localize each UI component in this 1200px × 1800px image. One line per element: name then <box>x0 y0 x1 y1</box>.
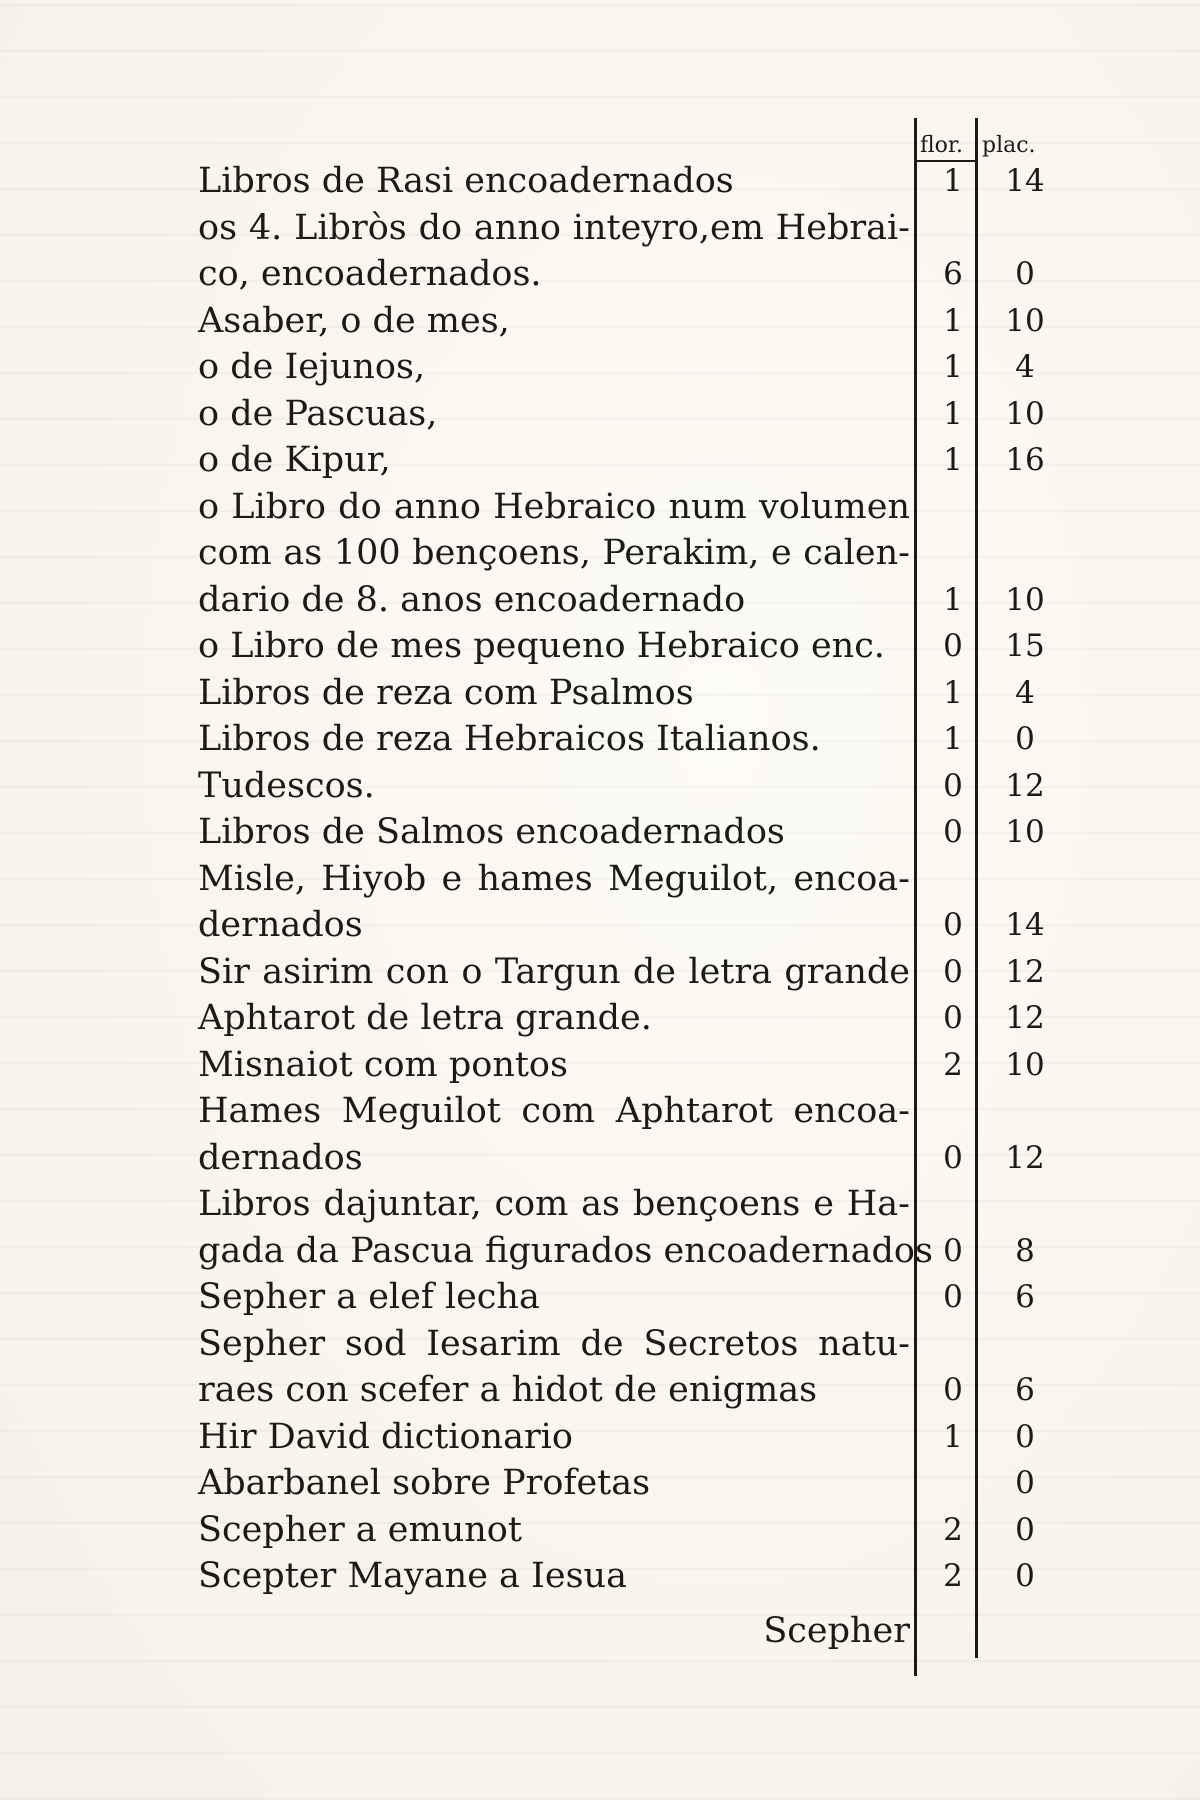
entry-text: Sepher sod Iesarim de Secretos natu- <box>198 1323 910 1364</box>
entry-flor: 1 <box>943 721 963 757</box>
entry-text: dario de 8. anos encoadernado <box>198 579 746 620</box>
entry-plac <box>990 530 1060 577</box>
entry-plac: 0 <box>1015 1511 1035 1548</box>
entry-plac: 10 <box>1005 814 1045 850</box>
entry-plac: 10 <box>1005 302 1045 339</box>
entry-flor: 0 <box>943 1139 963 1176</box>
entry-text: o de Pascuas, <box>198 393 438 434</box>
entry-plac: 10 <box>1005 395 1045 432</box>
entry-plac: 10 <box>1005 581 1045 618</box>
entry-flor: 2 <box>943 1511 963 1548</box>
entry-plac: 8 <box>1015 1232 1035 1269</box>
entry-plac <box>990 1321 1060 1368</box>
entry-text: Scepher a emunot <box>198 1509 522 1550</box>
entry-flor: 0 <box>943 1372 963 1408</box>
entry-flor: 0 <box>943 628 963 664</box>
entry-text: Tudescos. <box>198 765 375 806</box>
entry-text: Misnaiot com pontos <box>198 1044 568 1085</box>
entry-plac: 6 <box>1015 1372 1035 1408</box>
entry-flor <box>930 530 976 577</box>
entry-text: Hir David dictionario <box>198 1416 573 1457</box>
entry-flor: 0 <box>943 1232 963 1269</box>
entry-text: Sepher a elef lecha <box>198 1277 540 1317</box>
entry-flor <box>930 1088 976 1135</box>
entry-flor: 0 <box>943 1000 963 1036</box>
column-header-plac: plac. <box>982 133 1036 158</box>
entry-flor <box>930 484 976 531</box>
entry-plac: 14 <box>1005 907 1045 943</box>
entry-flor: 1 <box>943 163 963 199</box>
entry-text: Libros de Rasi encoadernados <box>198 161 734 201</box>
entry-plac: 4 <box>1015 349 1035 385</box>
entry-flor: 0 <box>943 907 963 943</box>
column-header-flor: flor. <box>920 133 964 158</box>
entry-flor: 1 <box>943 395 963 432</box>
entry-text: co, encoadernados. <box>198 254 542 294</box>
entry-plac: 0 <box>1015 1465 1035 1501</box>
entry-flor: 1 <box>943 442 963 478</box>
entry-plac: 12 <box>1005 767 1045 804</box>
entry-plac: 4 <box>1015 674 1035 711</box>
entry-flor <box>930 1181 976 1228</box>
entry-text: os 4. Libròs do anno inteyro,em Hebrai- <box>198 207 910 248</box>
entry-plac <box>990 205 1060 252</box>
entry-plac: 12 <box>1005 1000 1045 1036</box>
entry-plac <box>990 856 1060 903</box>
entry-plac: 12 <box>1005 1139 1045 1176</box>
entry-flor: 2 <box>943 1558 963 1594</box>
entry-plac <box>990 1088 1060 1135</box>
entry-plac: 0 <box>1015 721 1035 757</box>
entry-text: o Libro de mes pequeno Hebraico enc. <box>198 626 885 666</box>
entry-text: Aphtarot de letra grande. <box>198 998 652 1038</box>
entry-flor: 0 <box>943 953 963 990</box>
entry-text: Scepter Mayane a Iesua <box>198 1556 627 1596</box>
entry-plac: 10 <box>1005 1046 1045 1083</box>
entry-text: Libros de reza Hebraicos Italianos. <box>198 719 821 759</box>
entry-text: Abarbanel sobre Profetas <box>198 1463 651 1503</box>
entry-text: Libros de Salmos encoadernados <box>198 812 785 852</box>
entry-plac: 0 <box>1015 1418 1035 1455</box>
entry-plac: 6 <box>1015 1279 1035 1315</box>
entry-flor: 0 <box>943 814 963 850</box>
entry-flor: 0 <box>943 1279 963 1315</box>
entry-plac <box>990 484 1060 531</box>
entry-text: gada da Pascua figurados encoadernados <box>198 1230 933 1271</box>
entry-text: Hames Meguilot com Aphtarot encoa- <box>198 1091 910 1131</box>
entry-text: raes con scefer a hidot de enigmas <box>198 1370 818 1410</box>
entry-text: Misle, Hiyob e hames Meguilot, encoa- <box>198 858 910 899</box>
entry-flor <box>930 856 976 903</box>
entry-text: Libros de reza com Psalmos <box>198 672 694 713</box>
entry-plac: 0 <box>1015 256 1035 292</box>
entry-text: o de Kipur, <box>198 440 391 480</box>
entry-flor <box>930 1321 976 1368</box>
entry-text: Libros dajuntar, com as bençoens e Ha- <box>198 1184 910 1224</box>
catchword: Scepher <box>763 1611 910 1651</box>
entry-flor: 1 <box>943 674 963 711</box>
entry-text: o de Iejunos, <box>198 347 426 387</box>
entry-plac: 16 <box>1005 442 1045 478</box>
entry-text: dernados <box>198 905 363 945</box>
entry-text: dernados <box>198 1137 363 1178</box>
entry-flor: 0 <box>943 767 963 804</box>
entry-plac: 0 <box>1015 1558 1035 1594</box>
entry-plac <box>990 1181 1060 1228</box>
entry-flor: 1 <box>943 1418 963 1455</box>
entry-flor: 6 <box>943 256 963 292</box>
entry-flor <box>930 205 976 252</box>
entry-flor: 1 <box>943 349 963 385</box>
entry-text: Sir asirim con o Targun de letra grande <box>198 951 910 992</box>
entry-flor: 2 <box>943 1046 963 1083</box>
entry-text: Asaber, o de mes, <box>198 300 510 341</box>
entry-plac: 14 <box>1005 163 1045 199</box>
entry-plac: 12 <box>1005 953 1045 990</box>
entry-plac: 15 <box>1005 628 1045 664</box>
entry-flor: 1 <box>943 581 963 618</box>
entry-text: o Libro do anno Hebraico num volumen <box>198 486 910 527</box>
entry-flor: 1 <box>943 302 963 339</box>
entry-text: com as 100 bençoens, Perakim, e calen- <box>198 533 910 573</box>
entry-flor <box>930 1460 976 1507</box>
